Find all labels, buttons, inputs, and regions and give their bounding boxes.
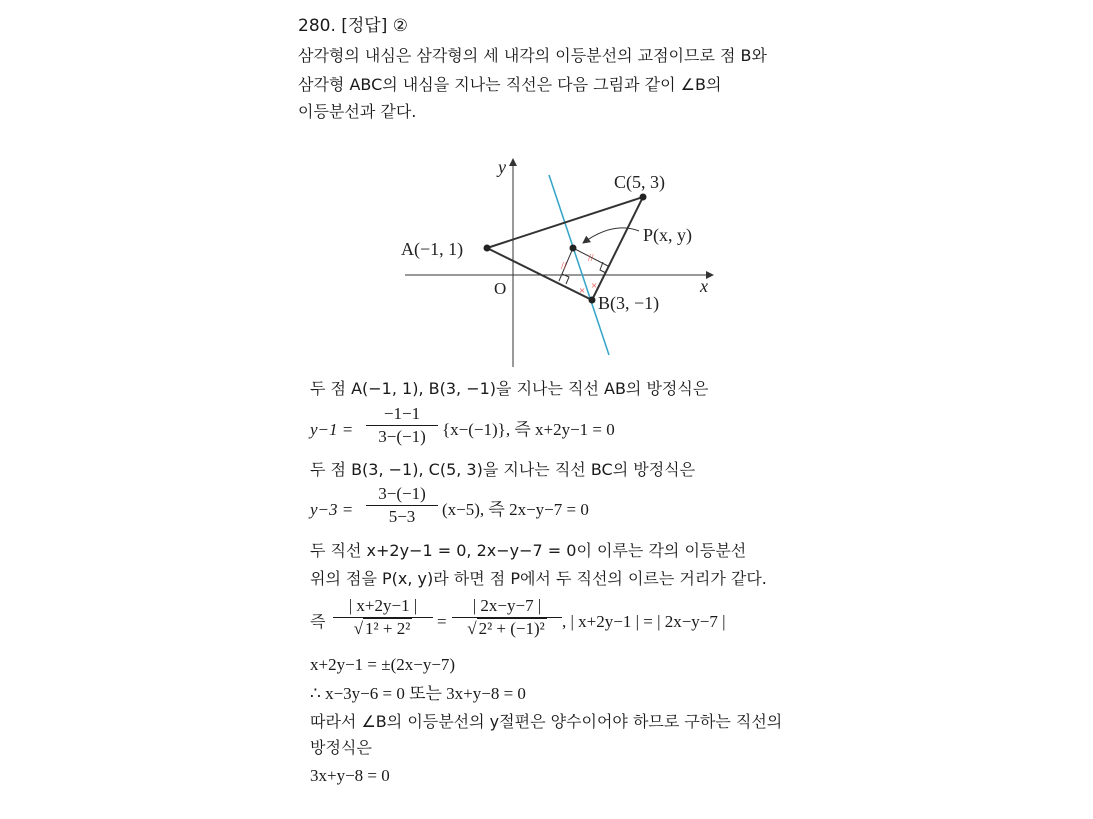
equal-mark-1: // xyxy=(561,261,567,272)
label-c: C(5, 3) xyxy=(614,172,665,192)
fraction-ab-num: −1−1 xyxy=(383,404,421,423)
solution-line-9: ∴ x−3y−6 = 0 또는 3x+y−8 = 0 xyxy=(310,684,526,703)
intro-line-3: 이등분선과 같다. xyxy=(298,102,417,121)
point-c xyxy=(640,194,647,201)
solution-line-6: 위의 점을 P(x, y)라 하면 점 P에서 두 직선의 이르는 거리가 같다. xyxy=(310,569,767,588)
fraction-ab-slope xyxy=(366,404,438,447)
distance-fraction-2: | 2x−y−7 | √ 2² + (−1)² xyxy=(452,596,562,639)
fraction-bc-slope xyxy=(366,484,438,527)
label-b: B(3, −1) xyxy=(598,293,660,313)
solution-line-1: 두 점 A(−1, 1), B(3, −1)을 지나는 직선 AB의 방정식은 xyxy=(310,379,709,398)
angle-mark-1: × xyxy=(579,285,586,297)
label-a: A(−1, 1) xyxy=(401,239,464,259)
point-p xyxy=(570,245,577,252)
distance-den-1: 1² + 2² xyxy=(365,619,411,638)
fraction-ab-den: 3−(−1) xyxy=(378,427,426,446)
solution-line-7-rhs: , | x+2y−1 | = | 2x−y−7 | xyxy=(562,612,726,631)
point-a xyxy=(484,245,491,252)
intro-line-1: 삼각형의 내심은 삼각형의 세 내각의 이등분선의 교점이므로 점 B와 xyxy=(298,46,767,65)
equals-sign: = xyxy=(437,612,447,631)
distance-num-1: | x+2y−1 | xyxy=(348,596,418,615)
triangle-abc xyxy=(487,197,643,300)
angle-mark-2: × xyxy=(591,280,598,292)
equal-mark-2: // xyxy=(588,253,594,264)
solution-line-2-rhs: {x−(−1)}, 즉 x+2y−1 = 0 xyxy=(442,420,615,439)
distance-fraction-1: | x+2y−1 | √ 1² + 2² xyxy=(333,596,433,639)
solution-line-11: 방정식은 xyxy=(310,738,372,757)
final-answer: 3x+y−8 = 0 xyxy=(310,766,390,785)
callout-arrow xyxy=(583,228,639,243)
solution-line-2-lhs: y−1 = xyxy=(310,420,354,439)
solution-line-7-prefix: 즉 xyxy=(310,612,326,631)
angle-bisector-line xyxy=(549,175,609,355)
origin-label: O xyxy=(494,279,507,298)
solution-line-10: 따라서 ∠B의 이등분선의 y절편은 양수이어야 하므로 구하는 직선의 xyxy=(310,712,783,731)
label-p: P(x, y) xyxy=(643,225,692,245)
problem-header: 280. [정답] ② xyxy=(298,16,409,36)
fraction-bc-den: 5−3 xyxy=(388,507,416,526)
axis-label-y: y xyxy=(498,157,506,177)
solution-line-5: 두 직선 x+2y−1 = 0, 2x−y−7 = 0이 이루는 각의 이등분선 xyxy=(310,541,747,560)
intro-line-2: 삼각형 ABC의 내심을 지나는 직선은 다음 그림과 같이 ∠B의 xyxy=(298,75,722,94)
fraction-bc-num: 3−(−1) xyxy=(378,484,426,503)
axis-label-x: x xyxy=(700,276,708,296)
solution-line-4-lhs: y−3 = xyxy=(310,500,354,519)
point-b xyxy=(589,297,596,304)
solution-line-8: x+2y−1 = ±(2x−y−7) xyxy=(310,655,456,674)
solution-line-3: 두 점 B(3, −1), C(5, 3)을 지나는 직선 BC의 방정식은 xyxy=(310,460,696,479)
distance-den-2: 2² + (−1)² xyxy=(478,619,545,638)
distance-num-2: | 2x−y−7 | xyxy=(472,596,542,615)
solution-line-4-rhs: (x−5), 즉 2x−y−7 = 0 xyxy=(442,500,589,519)
triangle-figure xyxy=(395,155,725,370)
